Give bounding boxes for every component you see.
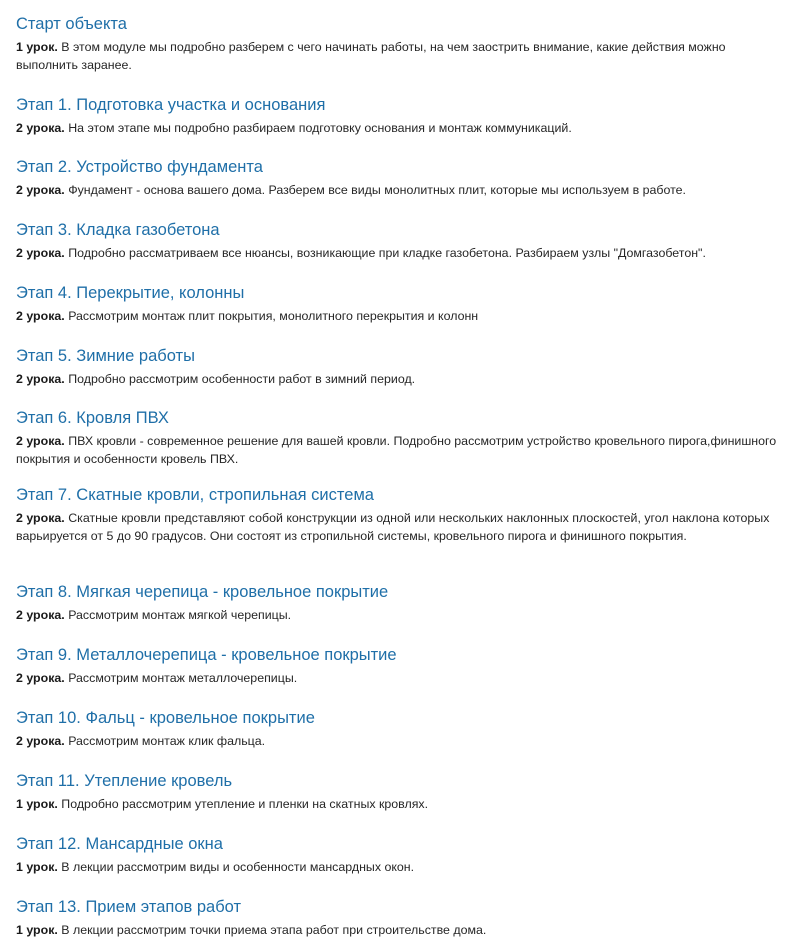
module-description	[16, 795, 777, 813]
module-item	[16, 157, 777, 199]
lesson-count: 2 урока.	[16, 309, 65, 323]
lesson-count: 1 урок.	[16, 797, 58, 811]
module-title-link[interactable]: Этап 11. Утепление кровель	[16, 772, 233, 790]
module-title-link[interactable]: Этап 9. Металлочерепица - кровельное покрытие	[16, 646, 397, 664]
module-title-link[interactable]: Старт объекта	[16, 15, 127, 33]
module-description	[16, 858, 777, 876]
module-item	[16, 897, 777, 939]
lesson-count: 1 урок.	[16, 40, 58, 54]
module-item	[16, 283, 777, 325]
module-title-link[interactable]: Этап 8. Мягкая черепица - кровельное покрытие	[16, 583, 389, 601]
module-description	[16, 370, 777, 388]
module-description	[16, 606, 777, 624]
lesson-count: 2 урока.	[16, 511, 65, 525]
module-description-text: ПВХ кровли - современное решение для вашей кровли. Подробно рассмотрим устройство кровельного пирога,финишного покрытия и особенности кровель ПВХ.	[16, 434, 777, 466]
module-item	[16, 834, 777, 876]
module-title-link[interactable]: Этап 7. Скатные кровли, стропильная система	[16, 486, 374, 504]
lesson-count: 2 урока.	[16, 183, 65, 197]
lesson-count: 2 урока.	[16, 372, 65, 386]
module-description	[16, 244, 777, 262]
lesson-count: 2 урока.	[16, 434, 65, 448]
module-description	[16, 921, 777, 939]
module-description-text: Рассмотрим монтаж мягкой черепицы.	[68, 608, 292, 622]
module-description-text: Подробно рассмотрим особенности работ в зимний период.	[68, 372, 416, 386]
lesson-count: 1 урок.	[16, 923, 58, 937]
module-item	[16, 346, 777, 388]
module-title-link[interactable]: Этап 1. Подготовка участка и основания	[16, 96, 326, 114]
module-description	[16, 181, 777, 199]
module-item	[16, 95, 777, 137]
module-description	[16, 669, 777, 687]
module-item	[16, 220, 777, 262]
lesson-count: 2 урока.	[16, 121, 65, 135]
module-title-link[interactable]: Этап 6. Кровля ПВХ	[16, 409, 169, 427]
module-item	[16, 582, 777, 624]
module-description	[16, 38, 777, 74]
module-title-link[interactable]: Этап 13. Прием этапов работ	[16, 898, 242, 916]
module-description-text: В лекции рассмотрим виды и особенности мансардных окон.	[61, 860, 415, 874]
lesson-count: 1 урок.	[16, 860, 58, 874]
lesson-count: 2 урока.	[16, 608, 65, 622]
lesson-count: 2 урока.	[16, 734, 65, 748]
module-item	[16, 771, 777, 813]
module-description-text: Рассмотрим монтаж металлочерепицы.	[68, 671, 298, 685]
module-item	[16, 645, 777, 687]
module-description-text: Рассмотрим монтаж плит покрытия, монолитного перекрытия и колонн	[68, 309, 479, 323]
module-description-text: Фундамент - основа вашего дома. Разберем все виды монолитных плит, которые мы используем в работе.	[68, 183, 686, 197]
module-description	[16, 432, 777, 468]
module-title-link[interactable]: Этап 2. Устройство фундамента	[16, 158, 263, 176]
module-description-text: На этом этапе мы подробно разбираем подготовку основания и монтаж коммуникаций.	[68, 121, 572, 135]
lesson-count: 2 урока.	[16, 671, 65, 685]
module-description	[16, 307, 777, 325]
module-description-text: В этом модуле мы подробно разберем с чего начинать работы, на чем заострить внимание, какие действия можно выполнить заранее.	[16, 40, 726, 72]
module-title-link[interactable]: Этап 10. Фальц - кровельное покрытие	[16, 709, 315, 727]
module-description-text: Рассмотрим монтаж клик фальца.	[68, 734, 266, 748]
module-item	[16, 708, 777, 750]
module-description-text: Подробно рассмотрим утепление и пленки на скатных кровлях.	[61, 797, 429, 811]
module-description-text: Подробно рассматриваем все нюансы, возникающие при кладке газобетона. Разбираем узлы "Домгазобетон".	[68, 246, 706, 260]
module-title-link[interactable]: Этап 4. Перекрытие, колонны	[16, 284, 245, 302]
module-description-text: В лекции рассмотрим точки приема этапа работ при строительстве дома.	[61, 923, 487, 937]
module-description	[16, 732, 777, 750]
module-description	[16, 509, 777, 545]
module-item	[16, 14, 777, 74]
lesson-count: 2 урока.	[16, 246, 65, 260]
module-title-link[interactable]: Этап 5. Зимние работы	[16, 347, 195, 365]
module-title-link[interactable]: Этап 12. Мансардные окна	[16, 835, 223, 853]
module-item	[16, 408, 777, 468]
module-title-link[interactable]: Этап 3. Кладка газобетона	[16, 221, 220, 239]
module-description	[16, 119, 777, 137]
module-description-text: Скатные кровли представляют собой конструкции из одной или нескольких наклонных плоскостей, угол наклона которых варьируется от 5 до 90 градусов. Они состоят из стропильной системы, кровельного пирога и финишного покрытия.	[16, 511, 770, 543]
module-item	[16, 485, 777, 545]
